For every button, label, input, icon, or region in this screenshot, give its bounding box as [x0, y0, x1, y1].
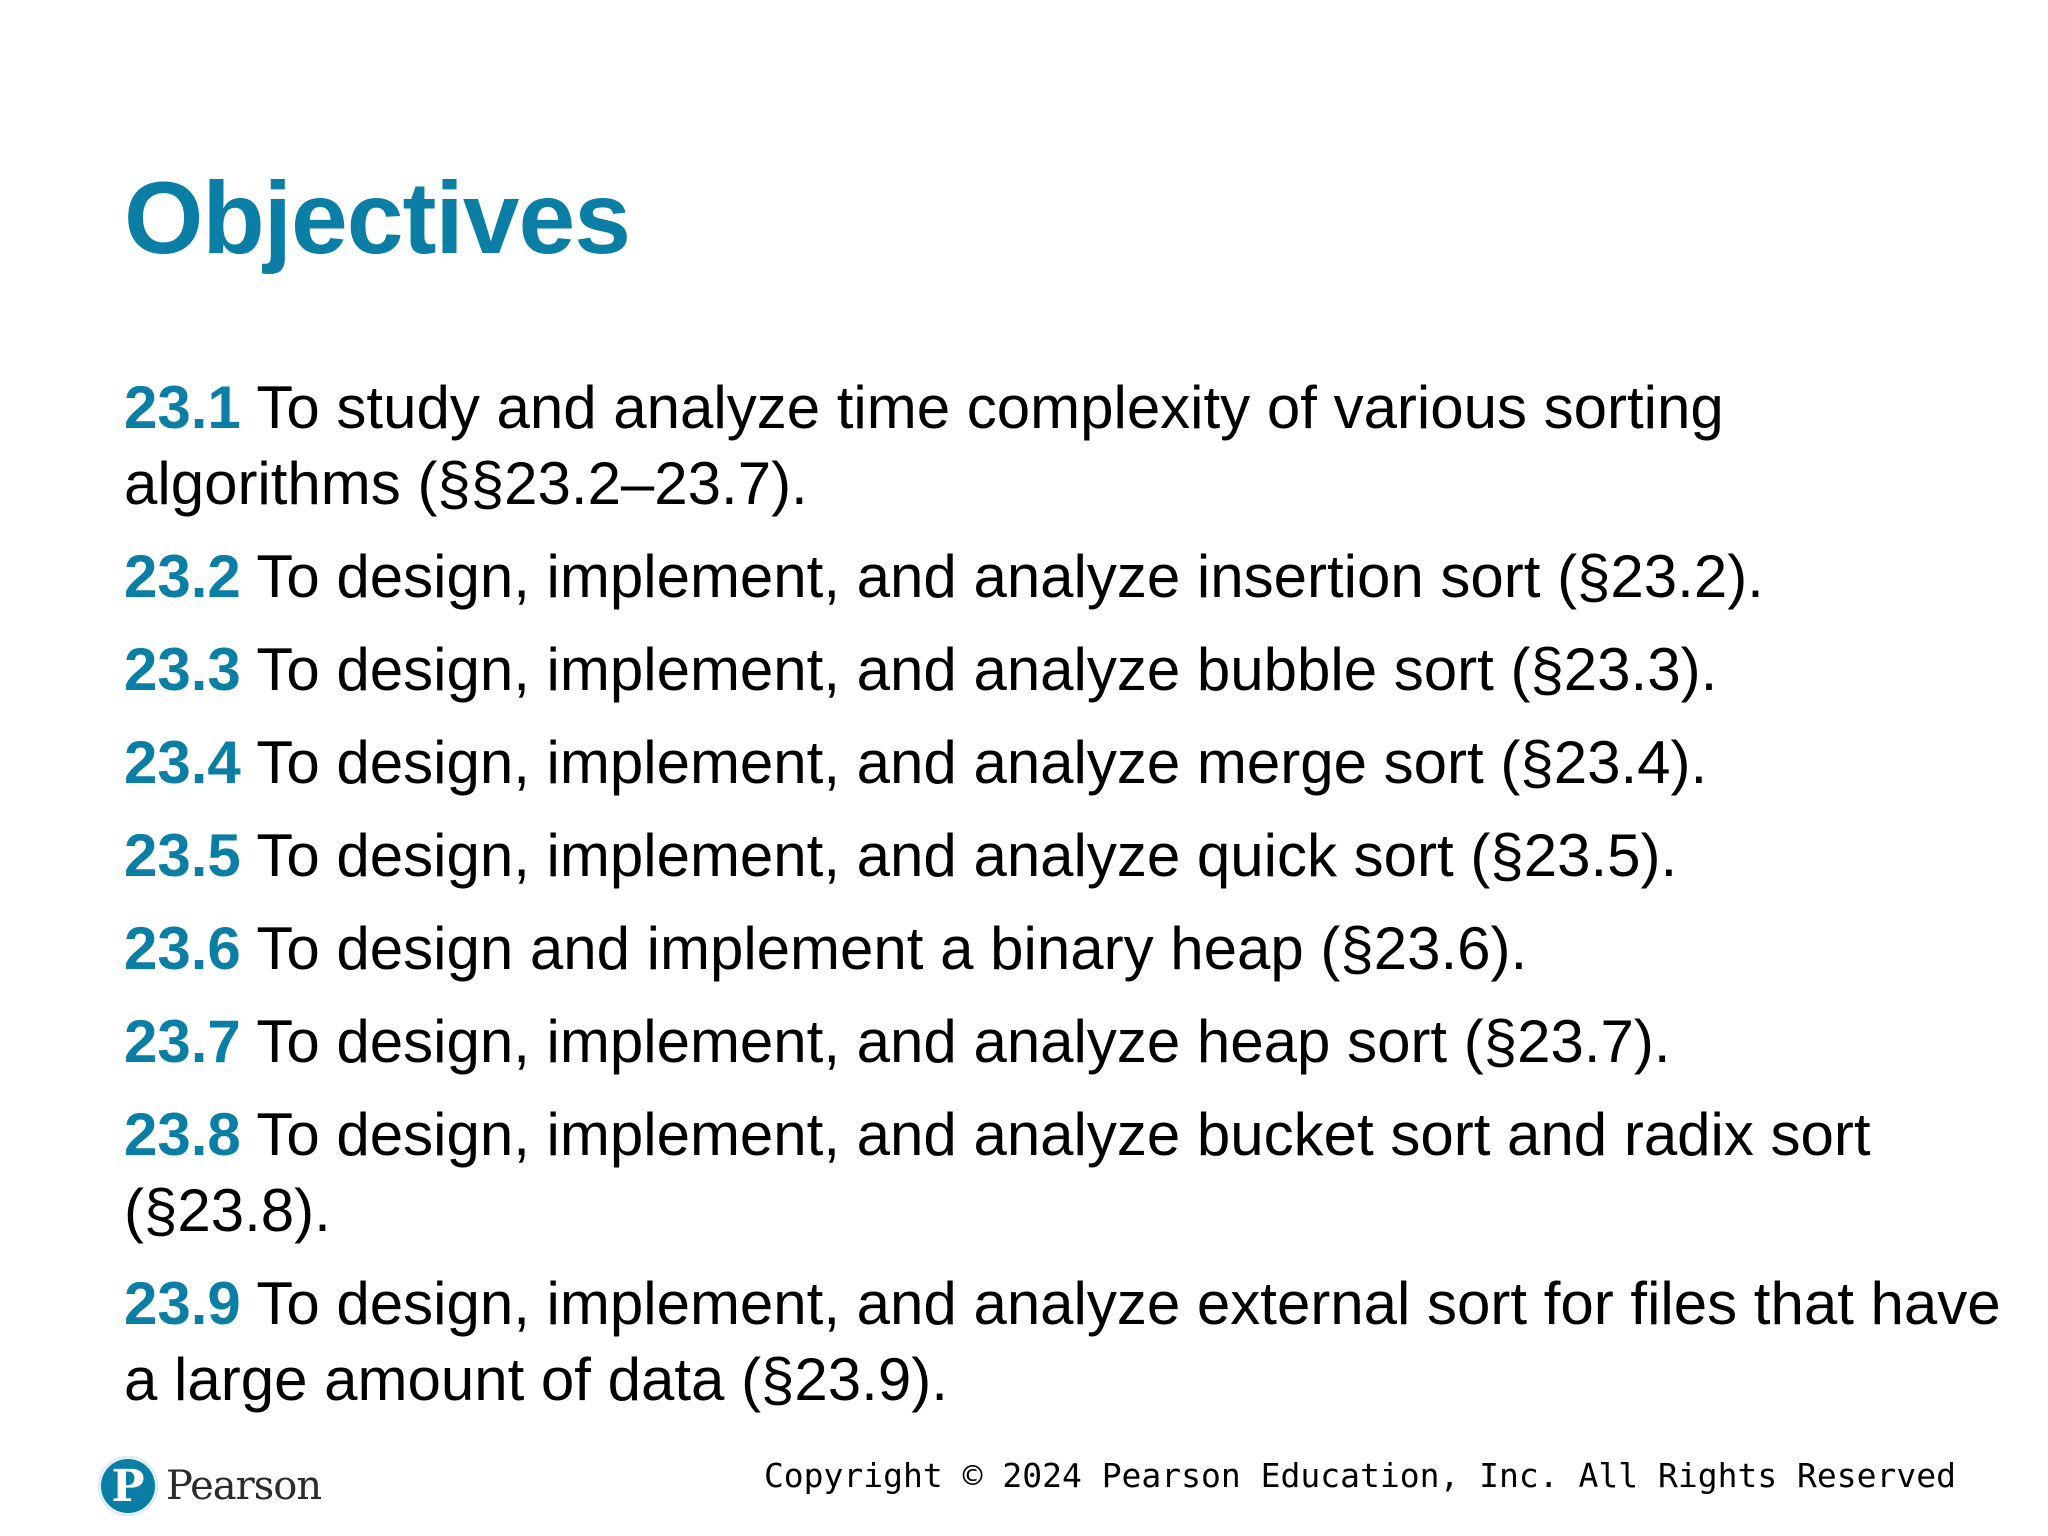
footer	[0, 1440, 2048, 1536]
objective-text: To design, implement, and analyze insertion sort (§23.2).	[256, 543, 1764, 610]
objective-number: 23.8	[124, 1101, 241, 1168]
objective-text: To design, implement, and analyze quick sort (§23.5).	[256, 822, 1678, 889]
objective-text: To design and implement a binary heap (§23.6).	[256, 915, 1528, 982]
objective-number: 23.6	[124, 915, 241, 982]
objective-item-23-3	[124, 632, 2004, 708]
objective-item-23-8	[124, 1097, 2004, 1249]
pearson-logo-icon: P	[98, 1456, 158, 1516]
objective-item-23-6	[124, 911, 2004, 987]
objective-item-23-1	[124, 370, 2004, 522]
objective-item-23-5	[124, 818, 2004, 894]
objective-number: 23.3	[124, 636, 241, 703]
objective-text: To design, implement, and analyze external sort for files that have a large amount of data (§23.9).	[124, 1270, 2001, 1413]
objective-item-23-9	[124, 1266, 2004, 1418]
objective-text: To design, implement, and analyze merge sort (§23.4).	[256, 729, 1708, 796]
slide-title: Objectives	[124, 161, 630, 275]
objective-item-23-7	[124, 1004, 2004, 1080]
objective-number: 23.9	[124, 1270, 241, 1337]
objective-text: To design, implement, and analyze bubble sort (§23.3).	[256, 636, 1718, 703]
objective-number: 23.2	[124, 543, 241, 610]
objective-text: To design, implement, and analyze heap sort (§23.7).	[256, 1008, 1671, 1075]
pearson-logo	[98, 1450, 321, 1522]
objective-item-23-2	[124, 539, 2004, 615]
objective-text: To design, implement, and analyze bucket sort and radix sort (§23.8).	[124, 1101, 1871, 1244]
pearson-logo-text: Pearson	[166, 1463, 322, 1509]
objective-number: 23.4	[124, 729, 241, 796]
objective-number: 23.5	[124, 822, 241, 889]
objectives-list	[124, 370, 2004, 1435]
copyright-notice: Copyright © 2024 Pearson Education, Inc. All Rights Reserved	[763, 1456, 1956, 1495]
objective-text: To study and analyze time complexity of various sorting algorithms (§§23.2–23.7).	[124, 374, 1724, 517]
objective-number: 23.1	[124, 374, 241, 441]
objective-item-23-4	[124, 725, 2004, 801]
objective-number: 23.7	[124, 1008, 241, 1075]
